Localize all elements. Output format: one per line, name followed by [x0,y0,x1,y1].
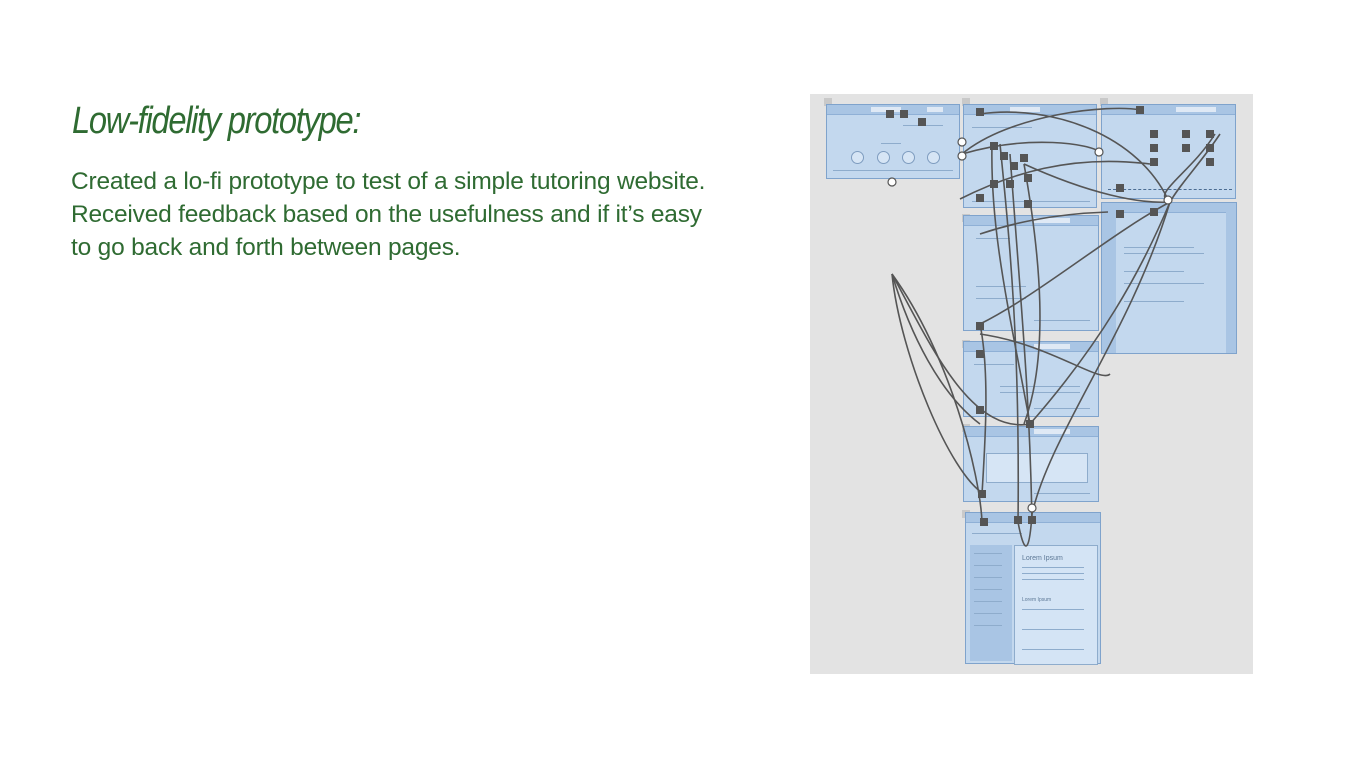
connector-handle [978,490,986,498]
connector-handle [1182,144,1190,152]
connector-handle [1020,154,1028,162]
connector [962,142,1100,154]
connector-handle [1136,106,1144,114]
connection-lines [892,108,1220,546]
connector-handle [990,180,998,188]
connector-arrow-icon [1164,196,1172,204]
connector-handle [1150,158,1158,166]
connector-arrow-icon [1095,148,1103,156]
connector-handle [1026,420,1034,428]
connector [960,161,1150,199]
connector-handle [1006,180,1014,188]
connector-handle [1182,130,1190,138]
connector-arrow-icon [958,152,966,160]
connector-handle [1116,184,1124,192]
connector-handle [976,194,984,202]
connector-handle [1150,208,1158,216]
connector-handle [1206,130,1214,138]
connector-handle [976,350,984,358]
connector-arrow-icon [888,178,896,186]
description-line-3: to go back and forth between pages. [71,234,461,261]
connector [892,274,1030,425]
connector-handle [976,322,984,330]
prototype-canvas [810,94,1253,674]
connector-handle [990,142,998,150]
connector-handle [1206,144,1214,152]
connector [980,334,1110,376]
connector-handle [1000,152,1008,160]
description-line-2: Received feedback based on the usefulness and if it’s easy [71,201,702,228]
connector [892,274,984,494]
connector-handle [918,118,926,126]
connector-handle [1014,516,1022,524]
connector [1030,202,1170,424]
connector-arrow-icon [1028,504,1036,512]
connector-handle [976,108,984,116]
frame-lesson-subheading: Lorem Ipsum [1022,597,1052,603]
connector-handle [1150,144,1158,152]
prototype-connections [810,94,1253,674]
slide-title: Low-fidelity prototype: [72,100,361,142]
connector-arrow-icon [958,138,966,146]
connector-handle [1024,200,1032,208]
connector-handle [1150,130,1158,138]
connector [980,212,1108,234]
connector [892,274,980,424]
connector-handle [900,110,908,118]
connector-handle [980,518,988,526]
connector-handle [1206,158,1214,166]
frame-lesson-headline: Lorem Ipsum [1022,555,1063,562]
connector-handle [886,110,894,118]
connector-handle [1028,516,1036,524]
connector-handle [976,406,984,414]
connector-handle [1010,162,1018,170]
description-line-1: Created a lo-fi prototype to test of a simple tutoring website. [71,168,706,195]
connector [980,112,1170,204]
connector-handle [1024,174,1032,182]
slide-description [71,165,791,264]
connector [1000,144,1018,524]
connector-handle [1116,210,1124,218]
